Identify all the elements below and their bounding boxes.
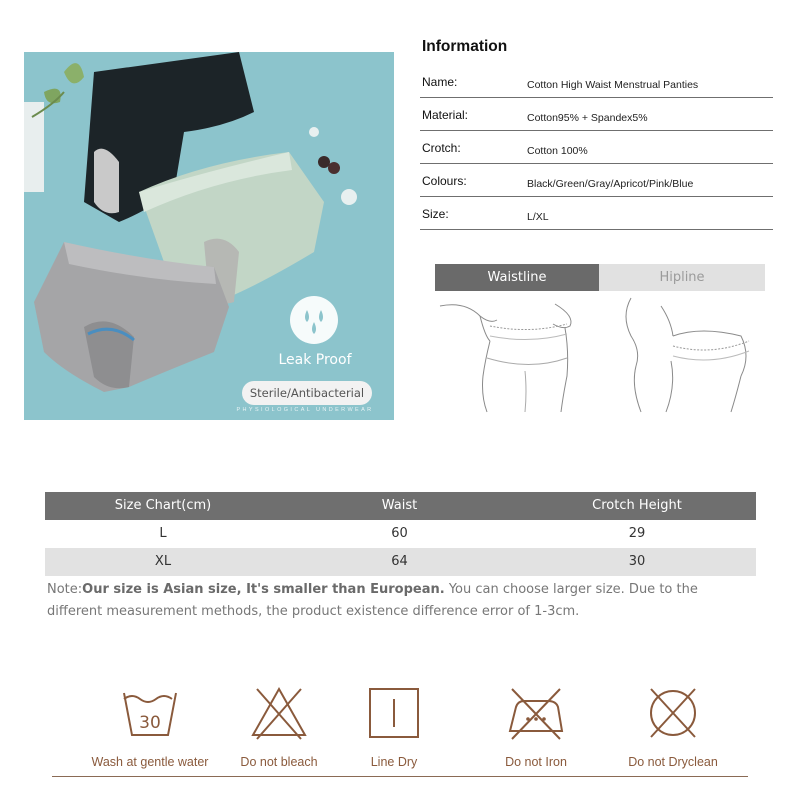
- line-dry-icon: [364, 685, 424, 741]
- info-key: Material:: [422, 108, 469, 122]
- note-rest: You can choose larger size. Due to the different measurement methods, the product existence difference error of 1-3cm.: [47, 582, 698, 619]
- care-item-wash: [80, 685, 220, 769]
- hipline-sketch: [601, 296, 765, 414]
- care-item-iron: [466, 685, 606, 769]
- note-prefix: Note:: [47, 582, 83, 597]
- care-label: Line Dry: [370, 755, 418, 769]
- cell-crotch-height: 30: [628, 554, 646, 569]
- table-row: [45, 548, 756, 576]
- info-value: L/XL: [527, 211, 549, 223]
- info-row-size: [420, 197, 773, 230]
- info-value: Black/Green/Gray/Apricot/Pink/Blue: [527, 178, 694, 190]
- care-divider: [52, 776, 748, 777]
- info-title: Information: [422, 38, 508, 55]
- tab-waistline[interactable]: Waistline: [435, 264, 599, 291]
- leak-proof-text: Leak Proof: [278, 352, 352, 368]
- size-chart-header: [45, 492, 756, 520]
- care-item-dryclean: [603, 685, 743, 769]
- info-value: Cotton95% + Spandex5%: [527, 112, 648, 124]
- info-row-crotch: [420, 131, 773, 164]
- cell-waist: 60: [391, 526, 408, 541]
- info-key: Size:: [422, 207, 449, 221]
- no-dryclean-icon: [643, 685, 703, 741]
- care-item-linedry: [324, 685, 464, 769]
- size-note: [47, 579, 747, 623]
- cell-crotch-height: 29: [628, 526, 646, 541]
- care-label: Do not Iron: [505, 755, 567, 769]
- no-iron-icon: [504, 685, 568, 741]
- header-crotch-height: Crotch Height: [592, 498, 682, 513]
- cell-size: XL: [154, 554, 172, 569]
- info-row-colours: [420, 164, 773, 197]
- header-size: Size Chart(cm): [114, 498, 212, 513]
- tab-hipline[interactable]: Hipline: [599, 264, 765, 291]
- care-label: Do not Dryclean: [628, 755, 718, 769]
- cell-size: L: [159, 526, 167, 541]
- care-label: Do not bleach: [240, 755, 318, 769]
- info-key: Name:: [422, 75, 458, 89]
- cell-waist: 64: [391, 554, 408, 569]
- photo-footer-text: PHYSIOLOGICAL UNDERWEAR: [236, 407, 374, 413]
- info-row-name: [420, 65, 773, 98]
- info-key: Colours:: [422, 174, 467, 188]
- info-key: Crotch:: [422, 141, 461, 155]
- wash-temperature: 30: [139, 713, 161, 733]
- product-photo: [24, 52, 394, 420]
- info-value: Cotton 100%: [527, 145, 588, 157]
- table-row: [45, 520, 756, 548]
- wash-30-icon: [120, 685, 180, 741]
- sterile-badge: Sterile/Antibacterial: [242, 381, 372, 405]
- header-waist: Waist: [381, 498, 418, 513]
- size-chart-table: [45, 492, 756, 576]
- waistline-sketch: [435, 296, 599, 414]
- no-bleach-icon: [249, 685, 309, 741]
- care-label: Wash at gentle water: [91, 755, 209, 769]
- info-row-material: [420, 98, 773, 131]
- info-value: Cotton High Waist Menstrual Panties: [527, 79, 699, 91]
- note-bold: Our size is Asian size, It's smaller than European.: [82, 582, 445, 597]
